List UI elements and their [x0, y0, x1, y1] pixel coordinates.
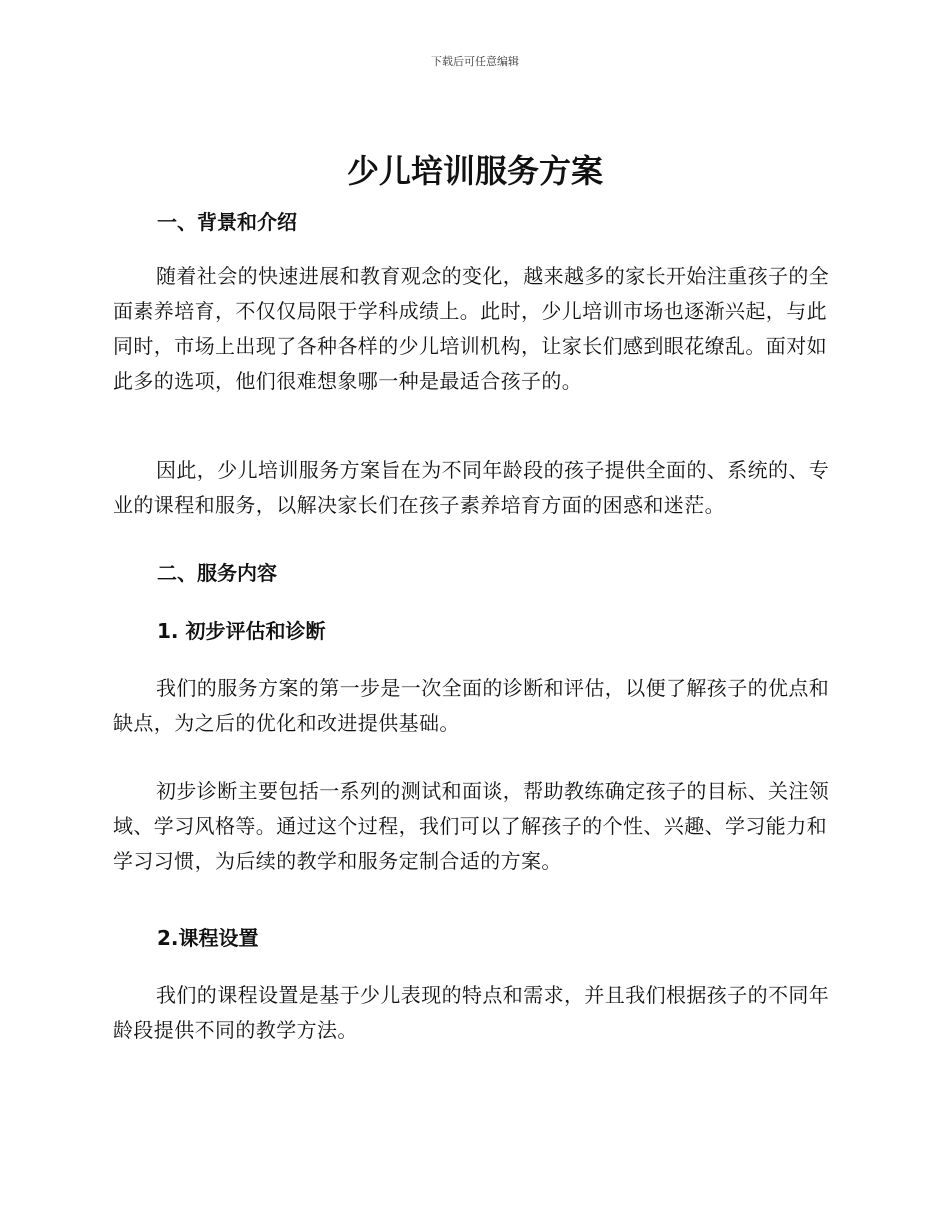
header-note: 下载后可任意编辑 — [431, 55, 519, 68]
paragraph-curriculum-1: 我们的课程设置是基于少儿表现的特点和需求，并且我们根据孩子的不同年龄段提供不同的教学方法。 — [113, 983, 830, 1042]
paragraph-assessment-1: 我们的服务方案的第一步是一次全面的诊断和评估，以便了解孩子的优点和缺点，为之后的优化和改进提供基础。 — [113, 676, 830, 735]
subsection-heading-assessment: 1. 初步评估和诊断 — [157, 619, 326, 643]
document-title: 少儿培训服务方案 — [346, 152, 603, 190]
section-heading-background: 一、背景和介绍 — [157, 210, 297, 234]
subsection-heading-curriculum: 2.课程设置 — [157, 926, 259, 950]
paragraph-background-2: 因此，少儿培训服务方案旨在为不同年龄段的孩子提供全面的、系统的、专业的课程和服务，以解决家长们在孩子素养培育方面的困惑和迷茫。 — [113, 458, 830, 517]
paragraph-assessment-2: 初步诊断主要包括一系列的测试和面谈，帮助教练确定孩子的目标、关注领域、学习风格等。通过这个过程，我们可以了解孩子的个性、兴趣、学习能力和学习习惯，为后续的教学和服务定制合适的方案。 — [113, 779, 830, 873]
paragraph-background-1: 随着社会的快速进展和教育观念的变化，越来越多的家长开始注重孩子的全面素养培育，不仅仅局限于学科成绩上。此时，少儿培训市场也逐渐兴起，与此同时，市场上出现了各种各样的少儿培训机构，让家长们感到眼花缭乱。面对如此多的选项，他们很难想象哪一种是最适合孩子的。 — [113, 264, 830, 393]
section-heading-services: 二、服务内容 — [157, 561, 277, 585]
